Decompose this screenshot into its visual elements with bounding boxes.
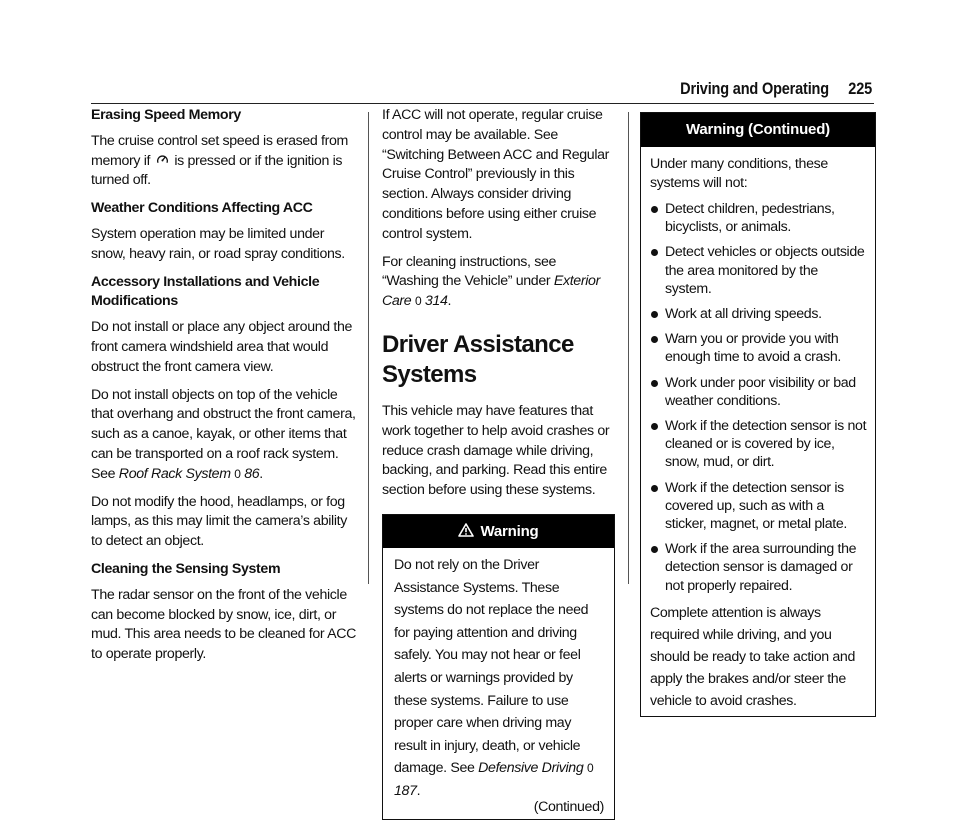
- accessory-paragraph-1: Do not install or place any object around the front camera windshield area that would obstruct the front camera view.: [91, 319, 353, 375]
- list-item: [650, 417, 867, 472]
- heading-cleaning-sensing-system: Cleaning the Sensing System: [91, 560, 281, 577]
- warning-body: Do not rely on the Driver Assistance Systems. These systems do not replace the need for paying attention and driving safely. You may not hear or feel alerts or warnings provided by these systems. Failure to use proper care when driving may result in injury, death, or vehicle damage. See Defensive Driving 0 187. (Continued): [394, 556, 604, 816]
- warning-triangle-icon: [458, 523, 474, 537]
- warning-continued-body: [641, 147, 875, 716]
- list-item: [650, 200, 867, 236]
- exterior-care-link[interactable]: Exterior Care: [382, 273, 600, 310]
- heading-erasing-speed-memory: Erasing Speed Memory: [91, 107, 241, 123]
- roof-rack-page-ref[interactable]: 86: [244, 465, 260, 482]
- limitations-list: [650, 200, 867, 595]
- cleaning-paragraph: The radar sensor on the front of the vehicle can become blocked by snow, ice, dirt, or mud. This area needs to be cleaned for ACC to operate properly.: [91, 586, 357, 663]
- section-title: Driver Assistance Systems: [382, 330, 574, 388]
- chapter-title: Driving and Operating: [680, 80, 829, 98]
- list-item: [650, 243, 867, 298]
- list-item-text: Detect children, pedestrians, bicyclists, or animals.: [665, 201, 835, 236]
- bullet-icon: [651, 380, 658, 387]
- list-item-text: Detect vehicles or objects outside the area monitored by the system.: [665, 244, 865, 297]
- driver-assistance-intro: This vehicle may have features that work together to help avoid crashes or reduce crash damage while driving, backing, and parking. Read this entire section before using these systems.: [382, 402, 610, 499]
- warning-box: [382, 514, 615, 820]
- page-ref-arrow-icon: 0: [586, 761, 594, 776]
- column-divider-right: [628, 112, 629, 584]
- list-item-text: Work if the detection sensor is covered up, such as with a sticker, magnet, or metal plate.: [665, 479, 847, 533]
- bullet-icon: [651, 206, 658, 213]
- warning-header: [383, 515, 614, 548]
- cleaning-instructions-paragraph: For cleaning instructions, see “Washing the Vehicle” under Exterior Care 0 314.: [382, 253, 600, 310]
- warning-title: Warning: [480, 522, 539, 540]
- header-rule: [91, 103, 874, 104]
- accessory-paragraph-3: Do not modify the hood, headlamps, or fog lamps, as this may limit the camera’s ability to detect an object.: [91, 493, 348, 550]
- list-item-text: Warn you or provide you with enough time to avoid a crash.: [665, 331, 841, 366]
- column-divider-left: [368, 112, 369, 584]
- bullet-icon: [651, 546, 658, 553]
- heading-accessory-installations: Accessory Installations and Vehicle Modifications: [91, 273, 320, 310]
- bullet-icon: [651, 336, 658, 343]
- list-item: [650, 479, 867, 534]
- heading-weather-conditions: Weather Conditions Affecting ACC: [91, 200, 313, 217]
- warning-closing: Complete attention is always required while driving, and you should be ready to take action and apply the brakes and/or steer the vehicle to avoid crashes.: [650, 604, 856, 709]
- accessory-paragraph-2: Do not install objects on top of the vehicle that overhang and obstruct the front camera, such as a canoe, kayak, or other items that can be transported on a roof rack system. See Roof Rack System 0 86.: [91, 386, 356, 482]
- acc-regular-cruise-paragraph: If ACC will not operate, regular cruise control may be available. See “Switching Between ACC and Regular Cruise Control” previously in this section. Always consider driving conditions before using either cruise control system.: [382, 107, 610, 242]
- list-item: [650, 374, 867, 410]
- warning-continued-box: [640, 112, 876, 717]
- list-item-text: Work at all driving speeds.: [665, 306, 822, 323]
- warning-intro: Under many conditions, these systems will not:: [650, 156, 828, 191]
- cruise-control-icon: [156, 153, 169, 166]
- roof-rack-system-link[interactable]: Roof Rack System: [118, 465, 231, 482]
- page-ref-arrow-icon: 0: [414, 294, 422, 309]
- warning-continued-header: Warning (Continued): [641, 113, 875, 147]
- list-item: [650, 330, 867, 366]
- list-item-text: Work if the area surrounding the detection sensor is damaged or not properly repaired.: [665, 541, 857, 594]
- continued-label: (Continued): [533, 799, 604, 816]
- bullet-icon: [651, 485, 658, 492]
- weather-paragraph: System operation may be limited under snow, heavy rain, or road spray conditions.: [91, 225, 345, 262]
- page-number: 225: [848, 80, 872, 98]
- middle-column: [382, 106, 615, 820]
- erasing-paragraph: The cruise control set speed is erased from memory if is pressed or if the ignition is turned off.: [91, 132, 348, 189]
- list-item: [650, 305, 867, 323]
- list-item-text: Work under poor visibility or bad weather conditions.: [665, 374, 856, 409]
- exterior-care-page-ref[interactable]: 314: [424, 293, 448, 310]
- page-ref-arrow-icon: 0: [234, 466, 241, 481]
- list-item-text: Work if the detection sensor is not cleaned or is covered by ice, snow, mud, or dirt.: [665, 418, 867, 471]
- bullet-icon: [651, 423, 658, 430]
- left-column: [91, 106, 357, 665]
- bullet-icon: [651, 249, 658, 256]
- page-header: [680, 80, 872, 99]
- list-item: [650, 540, 867, 595]
- bullet-icon: [651, 311, 658, 318]
- defensive-driving-link[interactable]: Defensive Driving: [478, 760, 584, 777]
- defensive-driving-page-ref[interactable]: 187: [394, 782, 417, 799]
